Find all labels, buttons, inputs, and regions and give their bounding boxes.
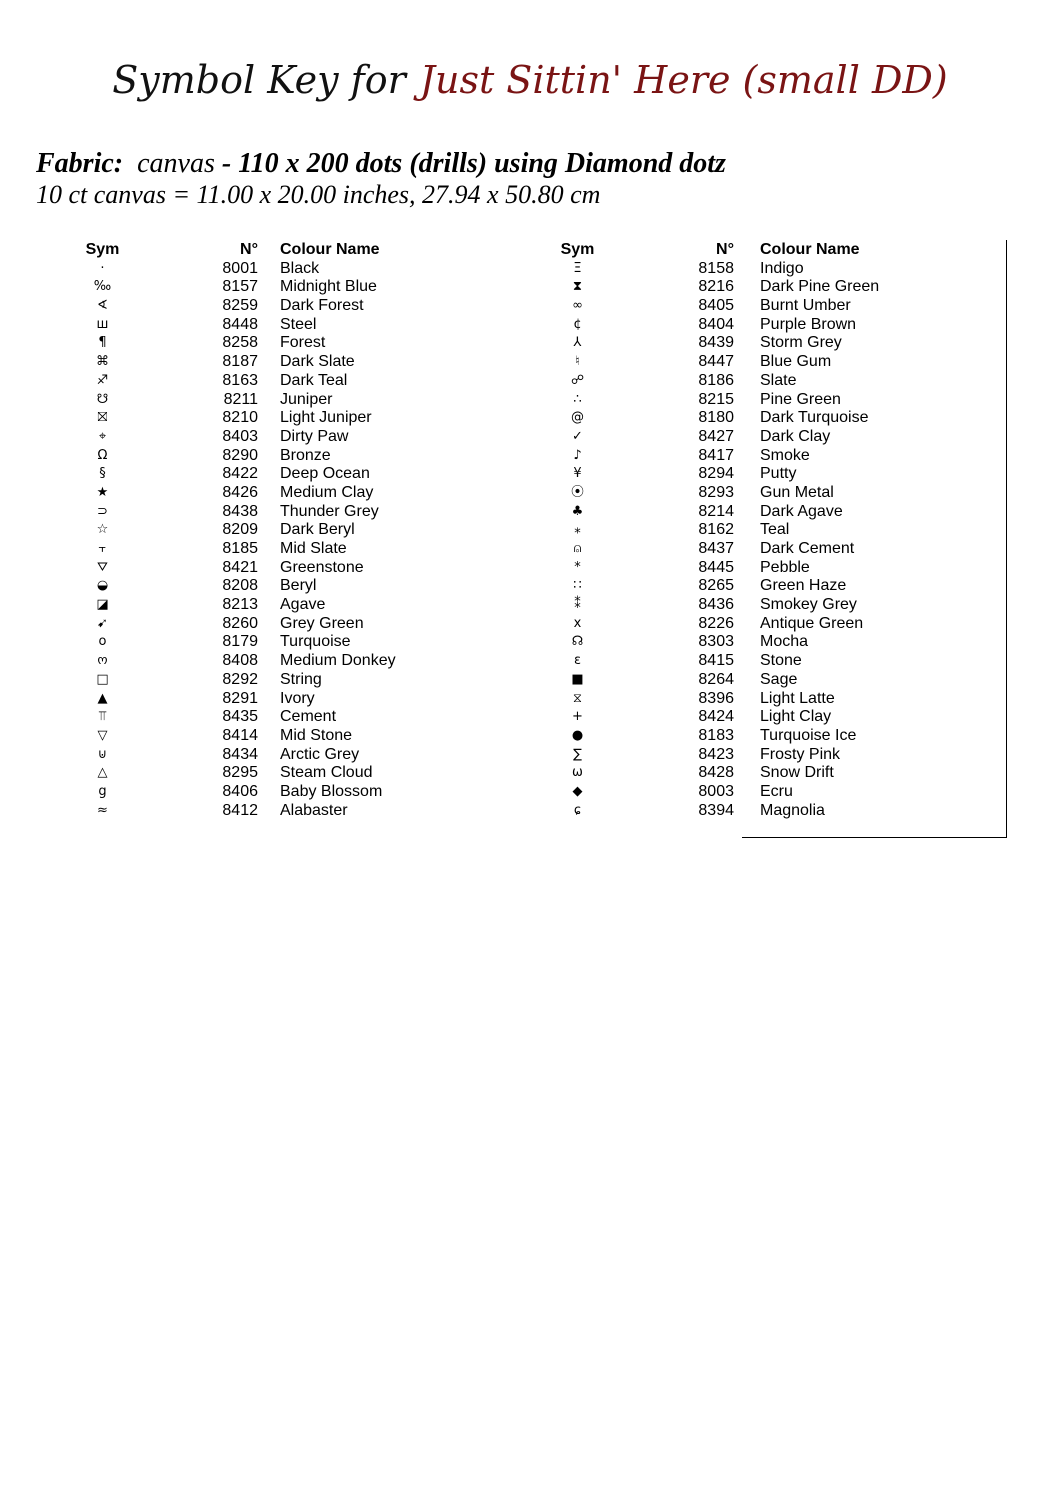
colour-number: 8437 <box>698 540 734 557</box>
symbol-glyph: ♮ <box>575 354 580 370</box>
colour-name: Black <box>280 259 320 277</box>
colour-number: 8185 <box>222 540 258 557</box>
colour-name: Dark Teal <box>280 371 348 389</box>
symbol-glyph: ♪ <box>573 447 582 463</box>
header-sym: Sym <box>560 241 595 258</box>
colour-name: Slate <box>760 371 797 389</box>
colour-name: Gun Metal <box>760 483 834 501</box>
symbol-glyph: ≈ <box>97 802 108 818</box>
symbol-glyph: ∑ <box>573 746 582 762</box>
colour-name: Dark Clay <box>760 427 831 445</box>
symbol-glyph: · <box>100 260 105 276</box>
colour-name: Medium Clay <box>280 483 374 501</box>
colour-number: 8180 <box>698 409 734 427</box>
colour-number: 8445 <box>698 558 734 576</box>
header-sym: Sym <box>85 241 120 258</box>
colour-name: Arctic Grey <box>280 745 360 763</box>
symbol-glyph: ¢ <box>573 316 582 332</box>
colour-number: 8186 <box>698 371 734 389</box>
symbol-glyph: ∢ <box>97 298 108 314</box>
colour-number: 8213 <box>222 596 258 614</box>
colour-number: 8404 <box>698 315 734 333</box>
colour-number: 8415 <box>698 652 734 670</box>
symbol-glyph: ⌖ <box>98 428 107 444</box>
colour-number: 8421 <box>222 558 258 576</box>
colour-number: 8428 <box>698 764 734 782</box>
colour-number: 8158 <box>698 259 734 277</box>
symbol-glyph: ▲ <box>97 690 108 706</box>
colour-number: 8292 <box>222 670 258 688</box>
colour-name: Bronze <box>280 446 331 464</box>
colour-number: 8260 <box>222 614 258 632</box>
symbol-glyph: ■ <box>571 671 584 687</box>
colour-number: 8426 <box>222 483 258 501</box>
symbol-glyph: + <box>572 709 583 725</box>
colour-name: Turquoise <box>280 633 351 651</box>
colour-name: Ivory <box>280 689 315 707</box>
symbol-glyph: ➹ <box>97 615 108 631</box>
colour-name: Mid Slate <box>280 540 347 557</box>
colour-name: Purple Brown <box>760 315 857 333</box>
colour-number: 8259 <box>222 297 258 315</box>
colour-number: 8264 <box>698 670 734 688</box>
colour-number: 8183 <box>698 726 734 744</box>
colour-name: Dark Pine Green <box>760 278 880 296</box>
colour-name: Forest <box>280 334 326 352</box>
colour-number: 8214 <box>698 502 734 520</box>
pattern-name: Just Sittin' Here (small DD) <box>419 58 948 102</box>
symbol-glyph: ⧗ <box>572 279 583 295</box>
colour-number: 8157 <box>222 278 258 296</box>
colour-number: 8414 <box>222 726 258 744</box>
title-prefix: Symbol Key for <box>112 58 406 102</box>
colour-number: 8208 <box>222 577 258 595</box>
symbol-glyph: ⧖ <box>572 690 583 706</box>
colour-name: Dark Agave <box>760 502 843 520</box>
symbol-glyph: ◒ <box>96 578 109 594</box>
fabric-line <box>36 148 726 180</box>
symbol-glyph: ♐ <box>96 372 109 388</box>
colour-number: 8436 <box>698 596 734 614</box>
colour-name: Burnt Umber <box>760 297 851 315</box>
symbol-glyph: ☊ <box>571 634 584 650</box>
colour-name: Storm Grey <box>760 334 842 352</box>
colour-name: Dark Slate <box>280 353 355 371</box>
symbol-glyph: ⦿ <box>570 484 584 500</box>
colour-number: 8435 <box>222 708 258 726</box>
colour-name: Antique Green <box>760 614 864 632</box>
colour-number: 8295 <box>222 764 258 782</box>
colour-number: 8408 <box>222 652 258 670</box>
colour-number: 8448 <box>222 315 258 333</box>
colour-number: 8439 <box>698 334 734 352</box>
colour-name: Stone <box>760 652 802 670</box>
colour-name: Greenstone <box>280 558 364 576</box>
colour-name: Steam Cloud <box>280 764 373 782</box>
colour-number: 8396 <box>698 689 734 707</box>
colour-number: 8215 <box>698 390 734 408</box>
colour-number: 8003 <box>698 782 734 800</box>
symbol-glyph: ☆ <box>96 522 109 538</box>
colour-number: 8427 <box>698 427 734 445</box>
colour-name: Alabaster <box>280 801 348 819</box>
colour-number: 8258 <box>222 334 258 352</box>
symbol-glyph: Ω <box>97 447 108 463</box>
symbol-glyph: § <box>99 466 106 482</box>
colour-number: 8424 <box>698 708 734 726</box>
symbol-glyph: ◪ <box>96 597 109 613</box>
colour-name: Medium Donkey <box>280 652 396 670</box>
colour-name: Juniper <box>280 390 333 408</box>
colour-name: Teal <box>760 521 790 539</box>
fabric-dims: - 110 x 200 dots (drills) using Diamond dotz <box>221 148 726 179</box>
symbol-glyph: ω <box>572 765 583 781</box>
symbol-glyph: ∴ <box>573 391 582 407</box>
colour-number: 8210 <box>222 409 258 427</box>
colour-name: Thunder Grey <box>280 502 379 520</box>
symbol-glyph: ∞ <box>572 298 583 314</box>
colour-number: 8434 <box>222 745 258 763</box>
symbol-glyph: ⊃ <box>97 503 108 519</box>
colour-name: Pebble <box>760 558 810 576</box>
symbol-glyph: ⊍ <box>97 746 108 762</box>
colour-name: Ecru <box>760 782 793 800</box>
symbol-glyph: ⛝ <box>97 410 108 426</box>
colour-name: Light Juniper <box>280 409 372 427</box>
fabric-label: Fabric: <box>36 148 124 179</box>
symbol-glyph: ‰ <box>93 279 112 295</box>
symbol-glyph: ▽ <box>97 727 108 743</box>
colour-name: Blue Gum <box>760 353 832 371</box>
symbol-glyph: ∷ <box>573 578 582 594</box>
colour-name: Midnight Blue <box>280 278 377 296</box>
colour-name: Putty <box>760 465 797 483</box>
symbol-glyph: △ <box>97 765 108 781</box>
symbol-glyph: ✓ <box>572 428 583 444</box>
symbol-glyph: ⫟ <box>98 541 107 556</box>
symbol-glyph: ◆ <box>572 783 583 799</box>
symbol-glyph: ш <box>96 316 109 332</box>
colour-name: Light Latte <box>760 689 835 707</box>
symbol-glyph: ⌘ <box>96 354 109 370</box>
colour-number: 8412 <box>222 801 258 819</box>
symbol-glyph: x <box>573 615 582 631</box>
table-border-right <box>1006 240 1007 838</box>
colour-number: 8417 <box>698 446 734 464</box>
colour-name: Smokey Grey <box>760 596 857 614</box>
symbol-glyph: ⅄ <box>573 335 582 351</box>
colour-number: 8303 <box>698 633 734 651</box>
colour-name: Magnolia <box>760 801 825 819</box>
colour-number: 8293 <box>698 483 734 501</box>
colour-number: 8291 <box>222 689 258 707</box>
colour-name: String <box>280 670 322 688</box>
colour-number: 8403 <box>222 427 258 445</box>
colour-number: 8211 <box>223 390 258 408</box>
colour-name: Snow Drift <box>760 764 834 782</box>
colour-number: 8423 <box>698 745 734 763</box>
colour-name: Grey Green <box>280 614 364 632</box>
colour-name: Green Haze <box>760 577 847 595</box>
colour-name: Frosty Pink <box>760 745 841 763</box>
symbol-glyph: ♣ <box>571 503 584 519</box>
symbol-glyph: ⫪ <box>98 709 107 725</box>
colour-name: Mocha <box>760 633 809 651</box>
colour-name: Pine Green <box>760 390 841 408</box>
colour-name: Smoke <box>760 446 810 464</box>
colour-name: Turquoise Ice <box>760 726 857 744</box>
colour-number: 8290 <box>222 446 258 464</box>
colour-number: 8265 <box>698 577 734 595</box>
symbol-glyph: ɛ <box>573 653 582 669</box>
symbol-glyph: ⁎ <box>574 522 581 538</box>
colour-name: Mid Stone <box>280 726 353 744</box>
symbol-glyph: ¥ <box>573 466 582 482</box>
colour-name: Beryl <box>280 577 317 595</box>
symbol-glyph: g <box>98 783 107 799</box>
fabric-type: canvas <box>137 148 215 179</box>
colour-number: 8294 <box>698 465 734 483</box>
symbol-glyph: ⁑ <box>574 597 581 613</box>
symbol-glyph: ¶ <box>98 335 107 351</box>
page-title <box>0 58 1060 102</box>
colour-number: 8394 <box>698 801 734 819</box>
colour-name: Cement <box>280 708 337 726</box>
colour-name: Dark Turquoise <box>760 409 869 427</box>
colour-name: Deep Ocean <box>280 465 370 483</box>
symbol-glyph: ★ <box>96 484 109 500</box>
colour-name: Dark Beryl <box>280 521 355 539</box>
symbol-glyph: o <box>98 634 107 650</box>
colour-number: 8405 <box>698 297 734 315</box>
symbol-glyph: ⛛ <box>97 559 108 575</box>
symbol-glyph: ● <box>571 727 584 743</box>
colour-number: 8216 <box>698 278 734 296</box>
colour-number: 8447 <box>698 353 734 371</box>
table-border-bottom <box>742 837 1007 838</box>
colour-name: Dark Cement <box>760 540 855 557</box>
colour-number: 8162 <box>698 521 734 539</box>
header-name: Colour Name <box>760 241 860 258</box>
colour-number: 8406 <box>222 782 258 800</box>
colour-name: Indigo <box>760 259 804 277</box>
symbol-glyph: ☋ <box>96 391 109 407</box>
colour-name: Agave <box>280 596 326 614</box>
symbol-glyph: ɕ <box>573 802 582 818</box>
symbol-glyph: □ <box>96 671 109 687</box>
symbol-glyph: @ <box>571 410 584 426</box>
symbol-glyph: ო <box>97 653 108 669</box>
colour-name: Steel <box>280 315 317 333</box>
colour-number: 8209 <box>222 521 258 539</box>
size-line: 10 ct canvas = 11.00 x 20.00 inches, 27.94 x 50.80 cm <box>36 180 601 209</box>
header-num: N° <box>240 241 258 258</box>
colour-number: 8179 <box>222 633 258 651</box>
colour-name: Baby Blossom <box>280 782 383 800</box>
colour-name: Light Clay <box>760 708 832 726</box>
header-name: Colour Name <box>280 241 380 258</box>
symbol-glyph: ☍ <box>570 372 585 388</box>
colour-name: Dirty Paw <box>280 427 349 445</box>
colour-number: 8226 <box>698 614 734 632</box>
symbol-glyph: * <box>574 559 581 575</box>
colour-number: 8422 <box>222 465 258 483</box>
symbol-glyph: Ξ <box>573 260 582 276</box>
colour-number: 8163 <box>222 371 258 389</box>
header-num: N° <box>716 241 734 258</box>
colour-number: 8438 <box>222 502 258 520</box>
colour-number: 8187 <box>222 353 258 371</box>
colour-name: Dark Forest <box>280 297 364 315</box>
colour-number: 8001 <box>222 259 258 277</box>
symbol-glyph: ⍝ <box>573 541 582 556</box>
colour-name: Sage <box>760 670 798 688</box>
